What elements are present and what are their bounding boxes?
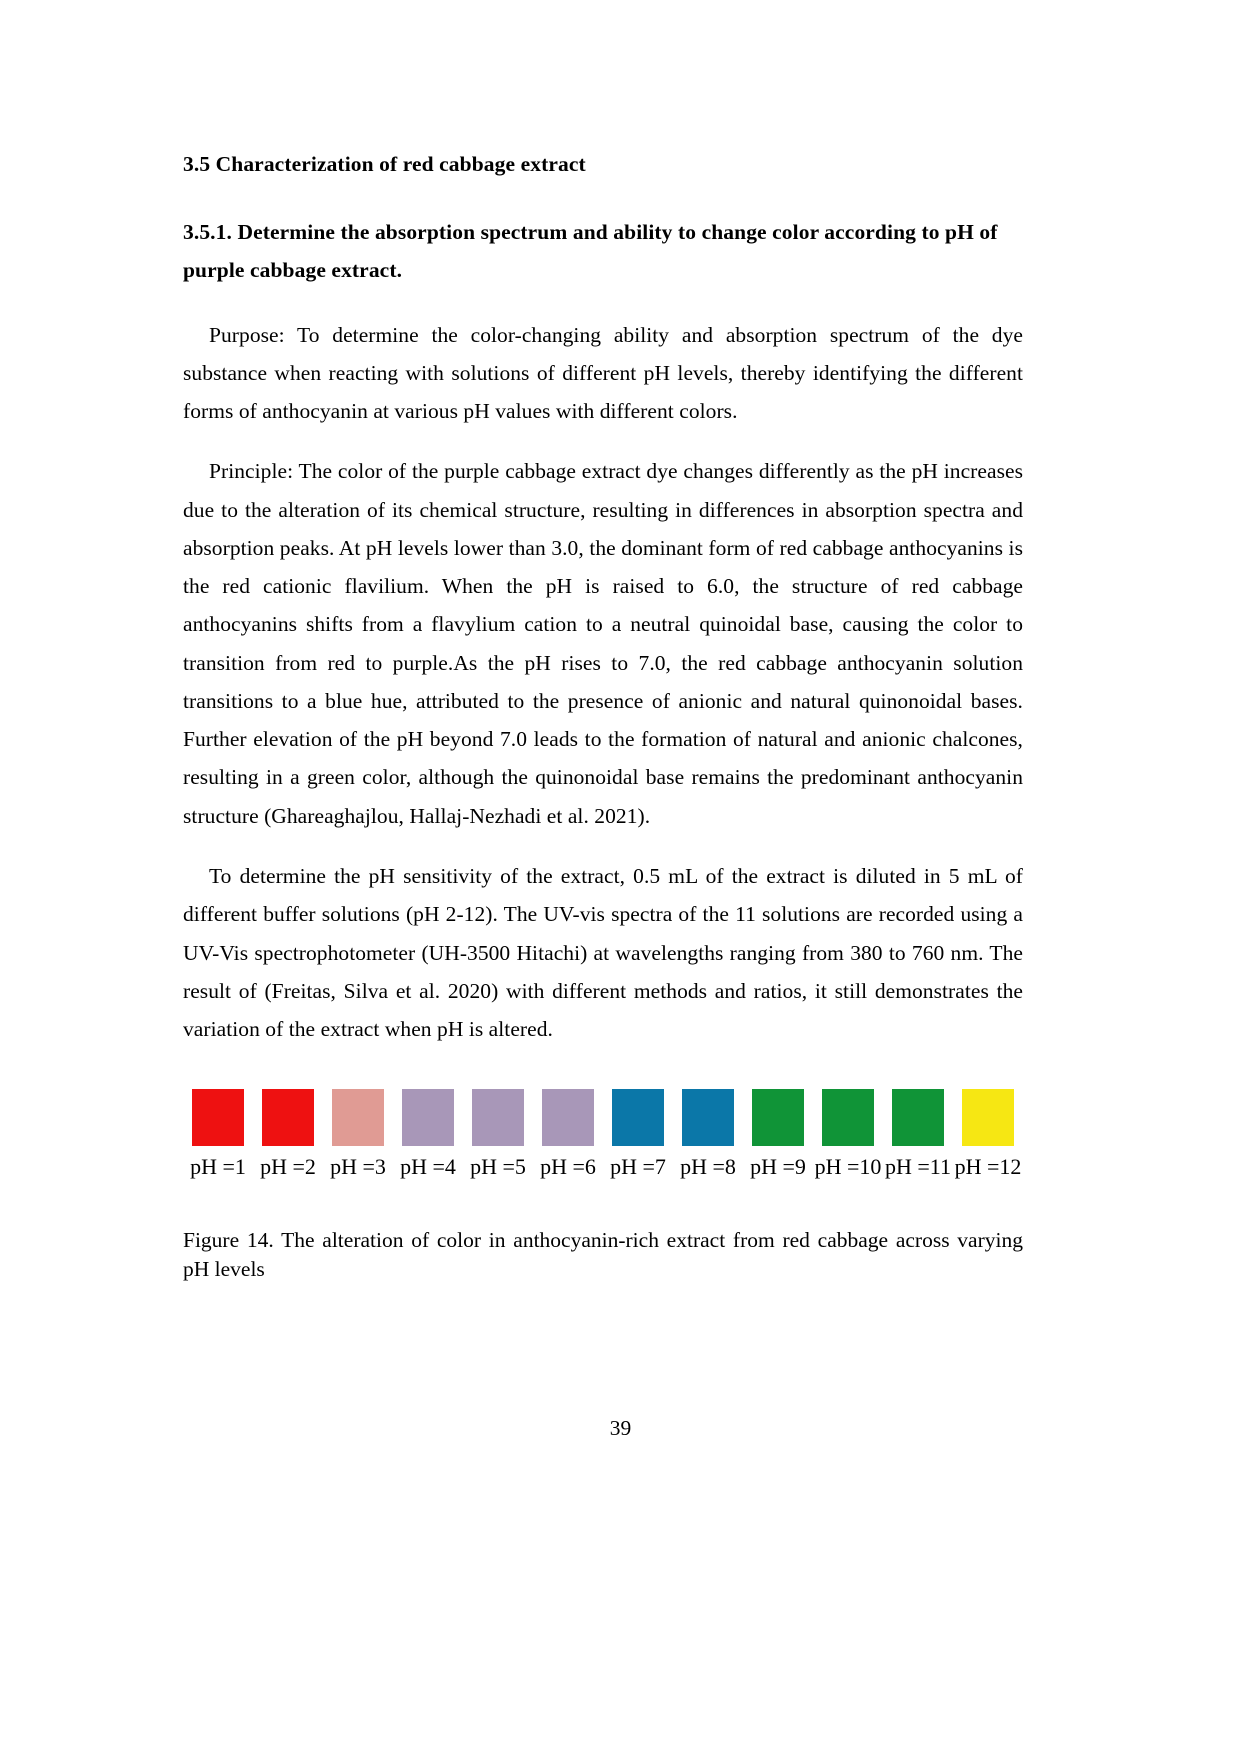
ph-swatch-cell (393, 1089, 463, 1146)
ph-swatch-cell (253, 1089, 323, 1146)
ph-label-cell (533, 1155, 603, 1179)
ph-label-cell (183, 1155, 253, 1179)
page-number: 39 (609, 1416, 632, 1440)
ph-label: pH =9 (750, 1154, 806, 1180)
ph-label: pH =12 (954, 1154, 1022, 1180)
ph-label-cell (603, 1155, 673, 1179)
ph-label: pH =4 (400, 1154, 456, 1180)
ph-label: pH =2 (260, 1154, 316, 1180)
ph-color-swatch (682, 1089, 734, 1146)
ph-color-swatch (332, 1089, 384, 1146)
ph-label-row (183, 1155, 1023, 1179)
ph-swatch-cell (813, 1089, 883, 1146)
ph-label: pH =10 (814, 1154, 882, 1180)
ph-swatch-cell (603, 1089, 673, 1146)
ph-color-swatch (822, 1089, 874, 1146)
ph-color-swatch (542, 1089, 594, 1146)
ph-label-cell (323, 1155, 393, 1179)
ph-label-cell (393, 1155, 463, 1179)
ph-label: pH =5 (470, 1154, 526, 1180)
ph-swatch-cell (183, 1089, 253, 1146)
ph-label-cell (253, 1155, 323, 1179)
ph-swatch-cell (463, 1089, 533, 1146)
ph-color-swatch (472, 1089, 524, 1146)
ph-label-cell (463, 1155, 533, 1179)
section-heading: 3.5 Characterization of red cabbage extract (183, 152, 586, 176)
paragraph-principle: Principle: The color of the purple cabbage extract dye changes differently as the pH increases due to the alteration of its chemical structure, resulting in differences in absorption spectra and absorption peaks. At pH levels lower than 3.0, the dominant form of red cabbage anthocyanins is the red cationic flavilium. When the pH is raised to 6.0, the structure of red cabbage anthocyanins shifts from a flavylium cation to a neutral quinoidal base, causing the color to transition from red to purple.As the pH rises to 7.0, the red cabbage anthocyanin solution transitions to a blue hue, attributed to the presence of anionic and natural quinonoidal bases. Further elevation of the pH beyond 7.0 leads to the formation of natural and anionic chalcones, resulting in a green color, although the quinonoidal base remains the predominant anthocyanin structure (Ghareaghajlou, Hallaj-Nezhadi et al. 2021). (183, 459, 1023, 828)
figure-14 (183, 1084, 1023, 1284)
ph-label-cell (953, 1155, 1023, 1179)
ph-label-cell (883, 1155, 953, 1179)
figure-caption: Figure 14. The alteration of color in anthocyanin-rich extract from red cabbage across varying pH levels (183, 1227, 1023, 1281)
ph-color-swatch (402, 1089, 454, 1146)
ph-label: pH =3 (330, 1154, 386, 1180)
ph-label: pH =6 (540, 1154, 596, 1180)
ph-label: pH =7 (610, 1154, 666, 1180)
ph-color-swatch-row (183, 1084, 1023, 1146)
ph-swatch-cell (953, 1089, 1023, 1146)
subsection-heading: 3.5.1. Determine the absorption spectrum and ability to change color according to pH of purple cabbage extract. (183, 220, 998, 283)
ph-swatch-cell (743, 1089, 813, 1146)
ph-swatch-cell (673, 1089, 743, 1146)
ph-color-swatch (192, 1089, 244, 1146)
ph-color-swatch (752, 1089, 804, 1146)
ph-color-swatch (962, 1089, 1014, 1146)
page-content (183, 150, 1023, 1284)
paragraph-method: To determine the pH sensitivity of the extract, 0.5 mL of the extract is diluted in 5 mL of different buffer solutions (pH 2-12). The UV-vis spectra of the 11 solutions are recorded using a UV-Vis spectrophotometer (UH-3500 Hitachi) at wavelengths ranging from 380 to 760 nm. The result of (Freitas, Silva et al. 2020) with different methods and ratios, it still demonstrates the variation of the extract when pH is altered. (183, 864, 1023, 1042)
ph-color-swatch (892, 1089, 944, 1146)
ph-label-cell (673, 1155, 743, 1179)
ph-label-cell (813, 1155, 883, 1179)
ph-swatch-cell (323, 1089, 393, 1146)
ph-swatch-cell (883, 1089, 953, 1146)
ph-label: pH =8 (680, 1154, 736, 1180)
ph-label: pH =1 (190, 1154, 246, 1180)
ph-label-cell (743, 1155, 813, 1179)
ph-color-swatch (612, 1089, 664, 1146)
ph-label: pH =11 (885, 1154, 951, 1180)
paragraph-purpose: Purpose: To determine the color-changing ability and absorption spectrum of the dye substance when reacting with solutions of different pH levels, thereby identifying the different forms of anthocyanin at various pH values with different colors. (183, 322, 1023, 424)
ph-swatch-cell (533, 1089, 603, 1146)
ph-color-swatch (262, 1089, 314, 1146)
